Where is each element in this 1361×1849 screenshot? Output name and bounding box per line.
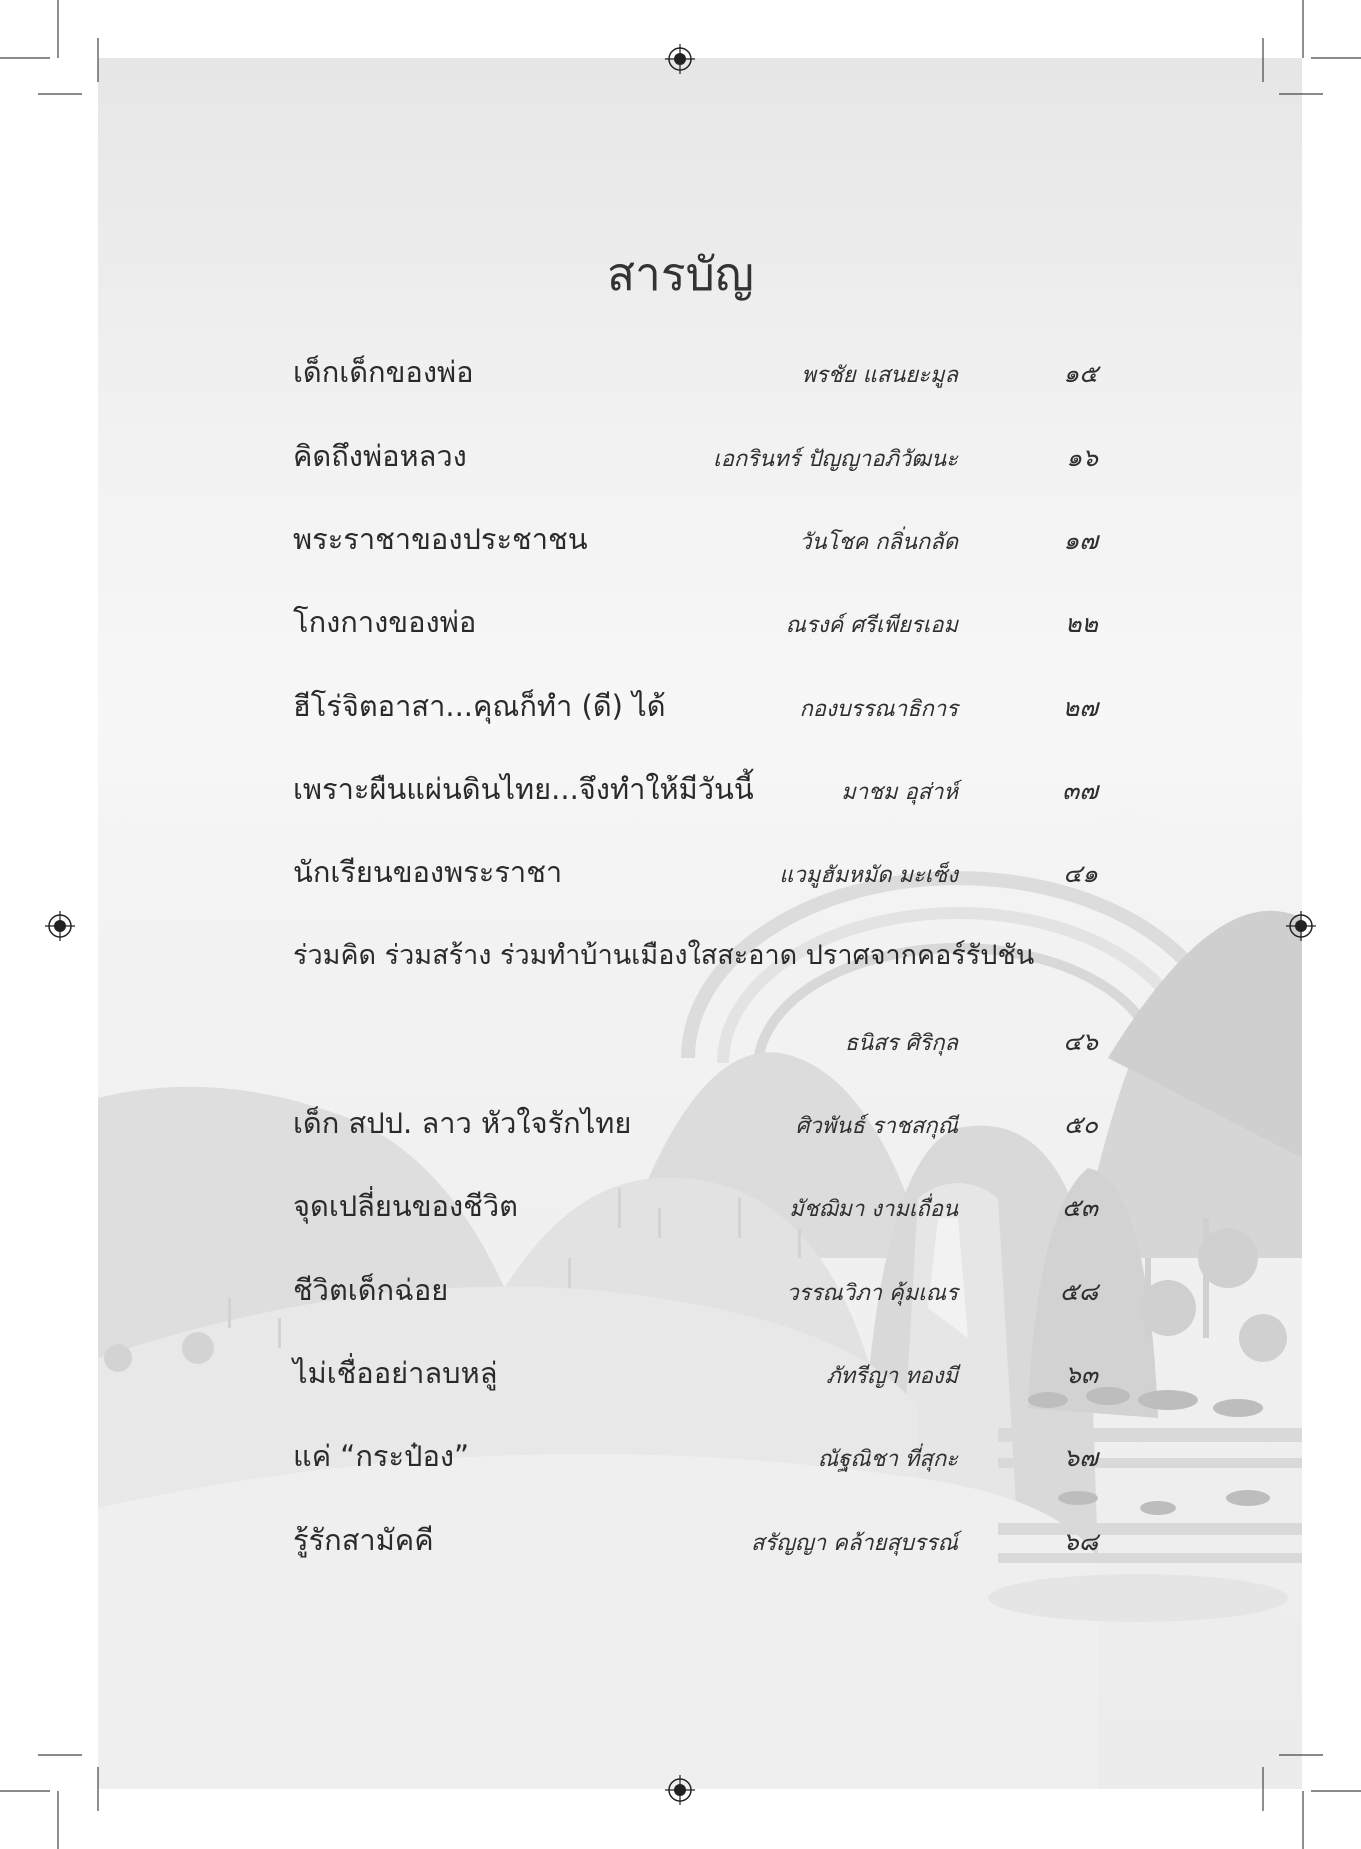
registration-mark-bottom	[665, 1775, 695, 1805]
toc-entry[interactable]	[0, 1515, 1361, 1565]
toc-entry[interactable]	[0, 431, 1361, 481]
entry-page-number: ๒๒	[1065, 609, 1098, 638]
entry-title: เด็กเด็กของพ่อ	[293, 355, 474, 389]
toc-entry[interactable]	[0, 1181, 1361, 1231]
entry-page-number: ๒๗	[1062, 693, 1098, 722]
entry-page-number: ๑๗	[1063, 526, 1098, 555]
entry-title: เพราะผืนแผ่นดินไทย...จึงทำให้มีวันนี้	[293, 772, 754, 806]
entry-page-number: ๕๐	[1063, 1110, 1098, 1139]
entry-page-number: ๕๓	[1061, 1193, 1098, 1222]
entry-author: ศิวพันธ์ ราชสกุณี	[795, 1114, 958, 1139]
toc-entry[interactable]	[0, 1431, 1361, 1481]
entry-title: คิดถึงพ่อหลวง	[293, 439, 467, 473]
entry-title: ชีวิตเด็กฉ่อย	[293, 1273, 449, 1307]
entry-page-number: ๑๕	[1063, 359, 1098, 388]
entry-author: ณัฐณิชา ที่สุกะ	[817, 1447, 958, 1472]
entry-page-number: ๖๘	[1062, 1527, 1098, 1556]
entry-author: กองบรรณาธิการ	[799, 697, 958, 722]
entry-author: ธนิสร ศิริกุล	[844, 1031, 958, 1056]
entry-author: วรรณวิภา คุ้มเณร	[786, 1281, 958, 1306]
entry-author: วันโชค กลิ่นกลัด	[799, 530, 958, 555]
entry-title: แค่ “กระป๋อง”	[293, 1439, 470, 1473]
entry-page-number: ๓๗	[1062, 776, 1098, 805]
entry-title: รู้รักสามัคคี	[293, 1523, 434, 1557]
entry-title: ไม่เชื่ออย่าลบหลู่	[293, 1356, 498, 1390]
entry-title: พระราชาของประชาชน	[293, 522, 588, 556]
toc-entry[interactable]	[0, 931, 1361, 1066]
toc-entry[interactable]	[0, 764, 1361, 814]
toc-entry[interactable]	[0, 1098, 1361, 1148]
toc-entry[interactable]	[0, 681, 1361, 731]
entry-author: แวมูฮัมหมัด มะเซ็ง	[779, 863, 958, 888]
toc-entry[interactable]	[0, 1265, 1361, 1315]
toc-entry[interactable]	[0, 597, 1361, 647]
entry-author: มัชฌิมา งามเถื่อน	[789, 1197, 958, 1222]
entry-page-number: ๖๗	[1063, 1443, 1098, 1472]
entry-title: โกงกางของพ่อ	[293, 605, 477, 639]
toc-title: สารบัญ	[606, 247, 754, 301]
entry-page-number: ๕๘	[1059, 1277, 1098, 1306]
entry-page-number: ๑๖	[1066, 443, 1098, 472]
entry-author: ณรงค์ ศรีเพียรเอม	[785, 613, 958, 638]
entry-author: มาชม อุส่าห์	[841, 780, 958, 805]
entry-title: ร่วมคิด ร่วมสร้าง ร่วมทำบ้านเมืองใสสะอาด ปราศจากคอร์รัปชัน	[293, 940, 1035, 971]
entry-page-number: ๔๑	[1063, 859, 1098, 888]
entry-author: เอกรินทร์ ปัญญาอภิวัฒนะ	[713, 447, 958, 472]
entry-page-number: ๖๓	[1065, 1360, 1098, 1389]
entry-title: เด็ก สปป. ลาว หัวใจรักไทย	[293, 1106, 632, 1140]
toc-entry[interactable]	[0, 347, 1361, 397]
entry-title: จุดเปลี่ยนของชีวิต	[293, 1189, 518, 1223]
registration-mark-top	[665, 44, 695, 74]
toc-entry[interactable]	[0, 1348, 1361, 1398]
entry-page-number: ๔๖	[1063, 1027, 1098, 1056]
toc-entry[interactable]	[0, 847, 1361, 897]
entry-title: ฮีโร่จิตอาสา...คุณก็ทำ (ดี) ได้	[293, 689, 666, 723]
entry-author: ภัทรีญา ทองมี	[826, 1364, 958, 1389]
entry-author: สรัญญา คล้ายสุบรรณ์	[751, 1531, 958, 1556]
entry-author: พรชัย แสนยะมูล	[801, 363, 958, 388]
entry-title: นักเรียนของพระราชา	[293, 855, 563, 889]
toc-entry[interactable]	[0, 514, 1361, 564]
